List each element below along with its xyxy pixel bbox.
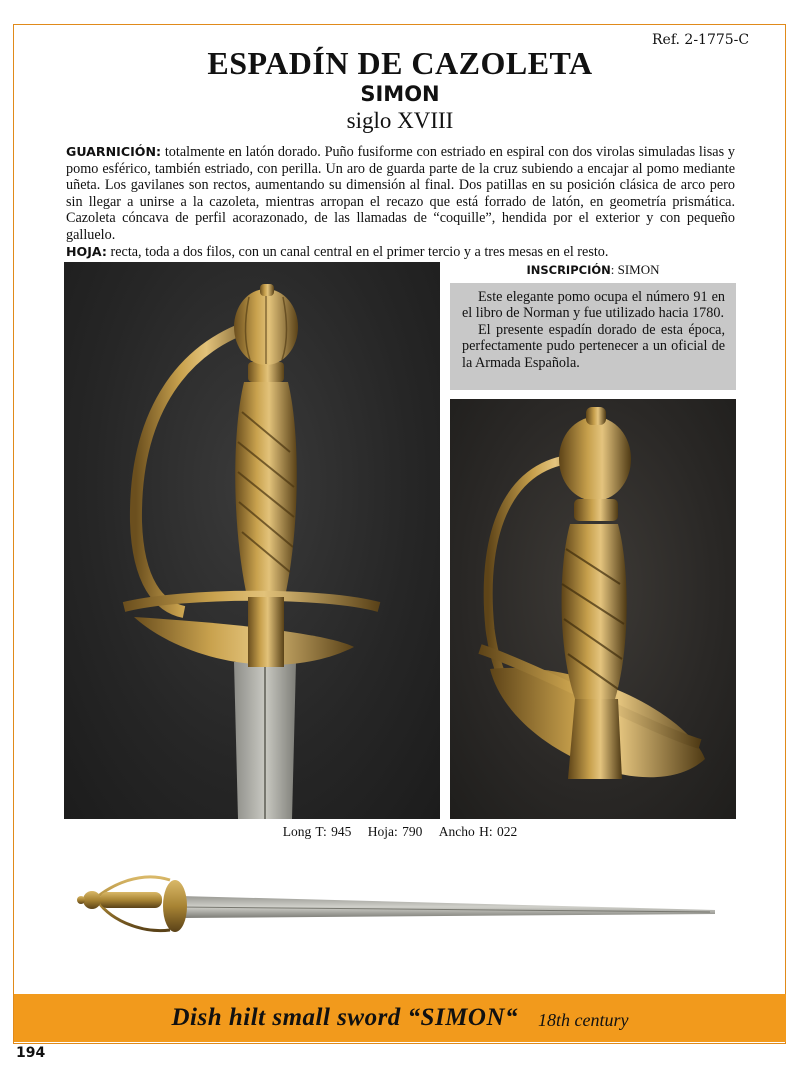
hoja-label: HOJA: — [66, 243, 107, 259]
dimension-blade: Hoja: 790 — [367, 824, 423, 839]
sword-hilt-front-image — [64, 262, 440, 819]
info-note-box — [450, 283, 736, 390]
guarnicion-text: totalmente en latón dorado. Puño fusiforme con estriado en espiral con dos virolas simuladas lisas y pomo esférico, también estriado, con perilla. Un aro de guarda parte de la cruz subiendo a encajar al pomo mediante uñeta. Los gavilanes son rectos, aumentando su dimensión al final. Dos patillas en su posición clásica de arco pero sin llegar a unirse a la cazoleta, mientras arropan el recazo que está forrado de latón, en geometría prismática. Cazoleta cóncava de perfil acorazonado, de las llamadas de “coquille”, hendida por el exterior y con pequeño galluelo. — [66, 144, 735, 243]
note-paragraph-2: El presente espadín dorado de esta época, perfectamente pudo pertenecer a un oficial de la Armada Española. — [462, 321, 725, 371]
dimensions-line — [0, 824, 800, 840]
reference-code: Ref. 2-1775-C — [652, 32, 750, 48]
bottom-banner — [14, 994, 786, 1042]
hoja-text: recta, toda a dos filos, con un canal central en el primer tercio y a tres mesas en el resto. — [106, 243, 609, 260]
full-sword-image — [70, 868, 730, 948]
century-label: siglo XVIII — [346, 108, 454, 133]
dimension-long: Long T: 945 — [282, 824, 352, 839]
inscription-label: INSCRIPCIÓN — [526, 263, 611, 277]
page-title: ESPADÍN DE CAZOLETA — [207, 45, 593, 81]
banner-title: Dish hilt small sword “SIMON“ — [171, 1004, 519, 1031]
inscription-line — [450, 262, 736, 278]
sword-hilt-angle-image — [450, 399, 736, 819]
page-number: 194 — [16, 1045, 46, 1061]
guarnicion-label: GUARNICIÓN: — [66, 144, 162, 159]
hilt-photo-angle — [450, 399, 736, 819]
dimension-width: Ancho H: 022 — [438, 824, 518, 839]
page-subtitle: SIMON — [360, 82, 440, 106]
note-paragraph-1: Este elegante pomo ocupa el número 91 en el libro de Norman y fue utilizado hacia 1780. — [462, 289, 725, 322]
banner-century: 18th century — [538, 1009, 629, 1030]
inscription-value: : SIMON — [610, 262, 660, 277]
hilt-photo-front — [64, 262, 440, 819]
description-block — [66, 144, 735, 260]
